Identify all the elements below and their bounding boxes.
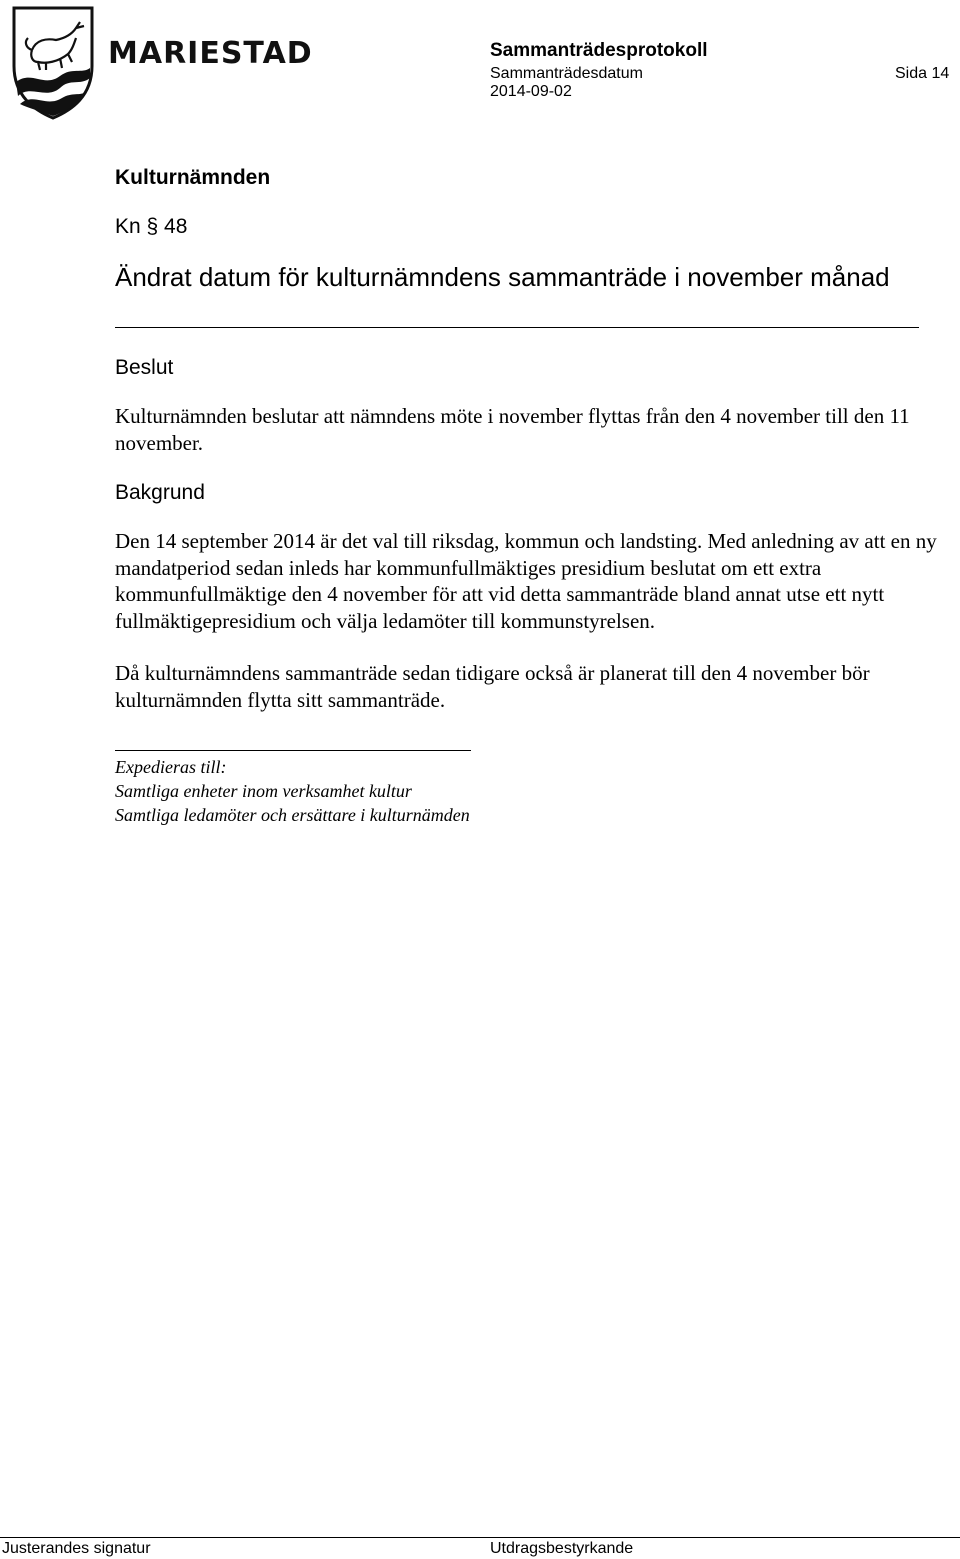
mariestad-coat-of-arms-logo [10,4,96,120]
distribution-recipient: Samtliga ledamöter och ersättare i kulturnämden [115,805,470,825]
title-divider [115,327,919,328]
meeting-date-label: Sammanträdesdatum [490,65,643,82]
background-paragraph-1: Den 14 september 2014 är det val till riksdag, kommun och landsting. Med anledning av att en ny mandatperiod sedan inleds har kommunfullmäktiges presidium beslutat om ett extra kommunfullmäktige den 4 november för att vid detta sammanträde bland annat utse ett nytt fullmäktigepresidium och välja ledamöter till kommunstyrelsen. [115,529,937,633]
page-number: Sida 14 [895,65,950,82]
committee-name: Kulturnämnden [115,166,271,189]
distribution-label: Expedieras till: [115,757,227,777]
extract-label: Utdragsbestyrkande [490,1540,634,1557]
signature-label: Justerandes signatur [2,1540,151,1557]
page-title: Ändrat datum för kulturnämndens sammanträde i november månad [115,262,890,292]
background-paragraph-2: Då kulturnämndens sammanträde sedan tidigare också är planerat till den 4 november bör kulturnämnden flytta sitt sammanträde. [115,661,870,712]
coat-of-arms-icon [10,4,96,120]
document-type: Sammanträdesprotokoll [490,40,708,61]
paragraph-number: Kn § 48 [115,215,188,238]
meeting-date: 2014-09-02 [490,83,572,100]
decision-heading: Beslut [115,356,174,379]
distribution-divider [115,750,471,751]
decision-text: Kulturnämnden beslutar att nämndens möte i november flyttas från den 4 november till den 11 november. [115,404,910,455]
background-heading: Bakgrund [115,481,205,504]
footer-divider [0,1537,960,1538]
brand-wordmark: MARIESTAD [108,36,313,71]
distribution-recipient: Samtliga enheter inom verksamhet kultur [115,781,412,801]
